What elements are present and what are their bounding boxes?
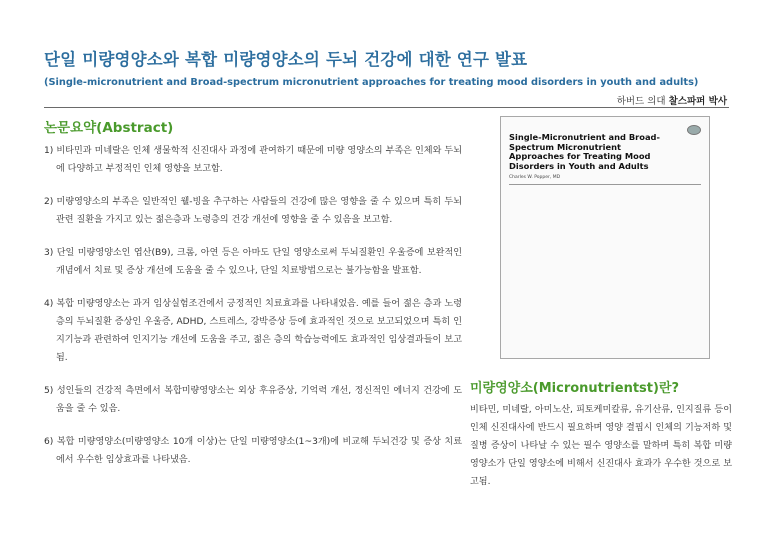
author-name: 찰스파퍼 박사 — [668, 96, 727, 107]
publisher-logo-icon — [687, 125, 701, 135]
abstract-item: 1) 비타민과 미네랄은 인체 생물학적 신진대사 과정에 관여하기 때문에 미량 영양소의 부족은 인체와 두뇌에 다양하고 부정적인 인체 영향을 보고함. — [44, 146, 462, 174]
micronutrient-text: 비타민, 미네랄, 아미노산, 피토케미칼류, 유기산류, 인지질류 등이 인체 신진대사에 반드시 필요하며 영양 결핍시 인체의 기능저하 및 질병 증상이 나타날 수 있는 필수 영양소를 말하며 특히 복합 미량영양소가 단일 영양소에 비해서 신진대사 효과가 우수한 것으로 보고됨. — [470, 405, 732, 487]
paper-author: Charles W. Popper, MD — [509, 175, 561, 180]
abstract-item: 3) 단일 미량영양소인 엽산(B9), 크롬, 아연 등은 아마도 단일 영양소로써 두뇌질환인 우울증에 보완적인 개념에서 치료 및 증상 개선에 도움을 줄 수 있으나, 단일 치료방법으로는 불가능함을 발표함. — [44, 248, 462, 276]
paper-spacer — [509, 187, 701, 203]
micronutrient-heading: 미량영양소(Micronutrientst)란? — [470, 381, 680, 396]
abstract-item: 4) 복합 미량영양소는 과거 임상실험조건에서 긍정적인 치료효과를 나타내었음. 예를 들어 젊은 층과 노령 층의 두뇌질환 증상인 우울증, ADHD, 스트레스, 강박증상 등에 효과적인 것으로 보고되었으며 특히 인지기능과 관련하여 인지기능 개선에 도움을 주고, 젊은 층의 학습능력에도 효과적인 임상결과들이 보고됨. — [44, 299, 462, 363]
paper-rule — [509, 184, 701, 185]
author-credit — [617, 93, 727, 107]
author-affiliation: 하버드 의대 — [616, 96, 669, 107]
abstract-item: 6) 복합 미량영양소(미량영양소 10개 이상)는 단일 미량영양소(1~3개)에 비교해 두뇌건강 및 증상 치료에서 우수한 임상효과를 나타냈음. — [44, 437, 462, 465]
abstract-item: 2) 미량영양소의 부족은 일반적인 웰-빙을 추구하는 사람들의 건강에 많은 영향을 줄 수 있으며 특히 두뇌관련 질환을 가지고 있는 젊은층과 노령층의 건강 개선에 영향을 줄 수 있음을 보고함. — [44, 197, 462, 225]
abstract-item: 5) 성인들의 건강적 측면에서 복합미량영양소는 외상 후유증상, 기억력 개선, 정신적인 에너지 건강에 도움을 줄 수 있음. — [44, 386, 462, 414]
page-title: 단일 미량영양소와 복합 미량영양소의 두뇌 건강에 대한 연구 발표 — [44, 50, 528, 69]
abstract-heading: 논문요약(Abstract) — [44, 120, 174, 136]
paper-title: Single-Micronutrient and Broad-Spectrum Micronutrient Approaches for Treating Mood Disorders in Youth and Adults — [509, 132, 660, 171]
abstract-list — [44, 142, 462, 484]
header-divider — [44, 107, 729, 108]
english-subtitle: (Single-micronutrient and Broad-spectrum micronutrient approaches for treating mood disorders in youth and adults) — [44, 77, 699, 88]
paper-thumbnail — [500, 116, 710, 359]
